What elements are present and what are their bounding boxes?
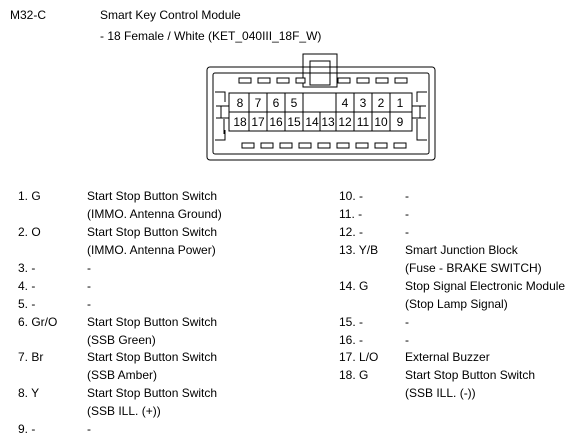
pin-13-desc: Smart Junction Block bbox=[405, 243, 518, 257]
pin-label-14: 14 bbox=[305, 115, 319, 129]
pin-16-desc: - bbox=[405, 333, 409, 347]
pin-4-id: 4. - bbox=[18, 279, 36, 293]
pin-16-id: 16. - bbox=[339, 333, 364, 347]
pin-2-desc: Start Stop Button Switch bbox=[87, 225, 218, 239]
pin-label-11: 11 bbox=[356, 115, 370, 129]
pin-7-desc: Start Stop Button Switch bbox=[87, 350, 218, 364]
pin-4-desc: - bbox=[87, 279, 91, 293]
pin-label-9: 9 bbox=[396, 115, 404, 129]
pin-13-id: 13. Y/B bbox=[339, 243, 379, 257]
pin-label-12: 12 bbox=[338, 115, 352, 129]
pin-6-id: 6. Gr/O bbox=[18, 315, 58, 329]
pin-13-desc-detail: (Fuse - BRAKE SWITCH) bbox=[405, 261, 542, 275]
pin-5-id: 5. - bbox=[18, 297, 36, 311]
pin-label-13: 13 bbox=[321, 115, 335, 129]
connector-code: M32-C bbox=[10, 8, 47, 22]
pin-6-desc: Start Stop Button Switch bbox=[87, 315, 218, 329]
pin-17-desc: External Buzzer bbox=[405, 350, 490, 364]
pin-3-desc: - bbox=[87, 261, 91, 275]
pin-7-id: 7. Br bbox=[18, 350, 44, 364]
pin-10-desc: - bbox=[405, 189, 409, 203]
pin-label-6: 6 bbox=[272, 96, 280, 110]
pin-label-1: 1 bbox=[396, 96, 404, 110]
pin-1-id: 1. G bbox=[18, 189, 41, 203]
connector-top-ribs bbox=[239, 78, 407, 83]
pin-10-id: 10. - bbox=[339, 189, 364, 203]
pin-label-3: 3 bbox=[359, 96, 367, 110]
pin-9-id: 9. - bbox=[18, 422, 36, 436]
pin-label-16: 16 bbox=[269, 115, 283, 129]
pin-label-5: 5 bbox=[290, 96, 298, 110]
pin-12-desc: - bbox=[405, 225, 409, 239]
pin-label-15: 15 bbox=[287, 115, 301, 129]
connector-spec: - 18 Female / White (KET_040III_18F_W) bbox=[100, 29, 322, 43]
pin-18-id: 18. G bbox=[339, 368, 369, 382]
pin-9-desc: - bbox=[87, 422, 91, 436]
pin-1-desc: Start Stop Button Switch bbox=[87, 189, 218, 203]
connector-latch bbox=[303, 54, 337, 87]
pin-15-id: 15. - bbox=[339, 315, 364, 329]
connector-key-left bbox=[221, 106, 229, 118]
pin-17-id: 17. L/O bbox=[339, 350, 379, 364]
pin-12-id: 12. - bbox=[339, 225, 364, 239]
pin-5-desc: - bbox=[87, 297, 91, 311]
pin-label-8: 8 bbox=[236, 96, 244, 110]
pin-3-id: 3. - bbox=[18, 261, 36, 275]
pin-1-desc-detail: (IMMO. Antenna Ground) bbox=[87, 207, 222, 221]
pin-label-10: 10 bbox=[374, 115, 388, 129]
pin-11-desc: - bbox=[405, 207, 409, 221]
pin-11-id: 11. - bbox=[339, 207, 363, 221]
pin-7-desc-detail: (SSB Amber) bbox=[87, 368, 158, 382]
connector-key-right bbox=[412, 106, 420, 118]
pin-2-desc-detail: (IMMO. Antenna Power) bbox=[87, 243, 216, 257]
pin-14-desc: Stop Signal Electronic Module bbox=[405, 279, 566, 293]
pin-6-desc-detail: (SSB Green) bbox=[87, 333, 156, 347]
pin-label-7: 7 bbox=[254, 96, 262, 110]
pin-2-id: 2. O bbox=[18, 225, 41, 239]
pin-label-17: 17 bbox=[251, 115, 265, 129]
pin-18-desc-detail: (SSB ILL. (-)) bbox=[405, 386, 476, 400]
module-title: Smart Key Control Module bbox=[100, 8, 241, 22]
pin-8-desc: Start Stop Button Switch bbox=[87, 386, 218, 400]
pin-15-desc: - bbox=[405, 315, 409, 329]
pin-label-18: 18 bbox=[233, 115, 247, 129]
pin-18-desc: Start Stop Button Switch bbox=[405, 368, 536, 382]
pin-14-id: 14. G bbox=[339, 279, 369, 293]
pin-8-id: 8. Y bbox=[18, 386, 40, 400]
pin-label-4: 4 bbox=[341, 96, 349, 110]
pin-label-2: 2 bbox=[377, 96, 385, 110]
connector-bottom-ribs bbox=[242, 143, 406, 148]
pin-14-desc-detail: (Stop Lamp Signal) bbox=[405, 297, 508, 311]
pin-8-desc-detail: (SSB ILL. (+)) bbox=[87, 404, 161, 418]
